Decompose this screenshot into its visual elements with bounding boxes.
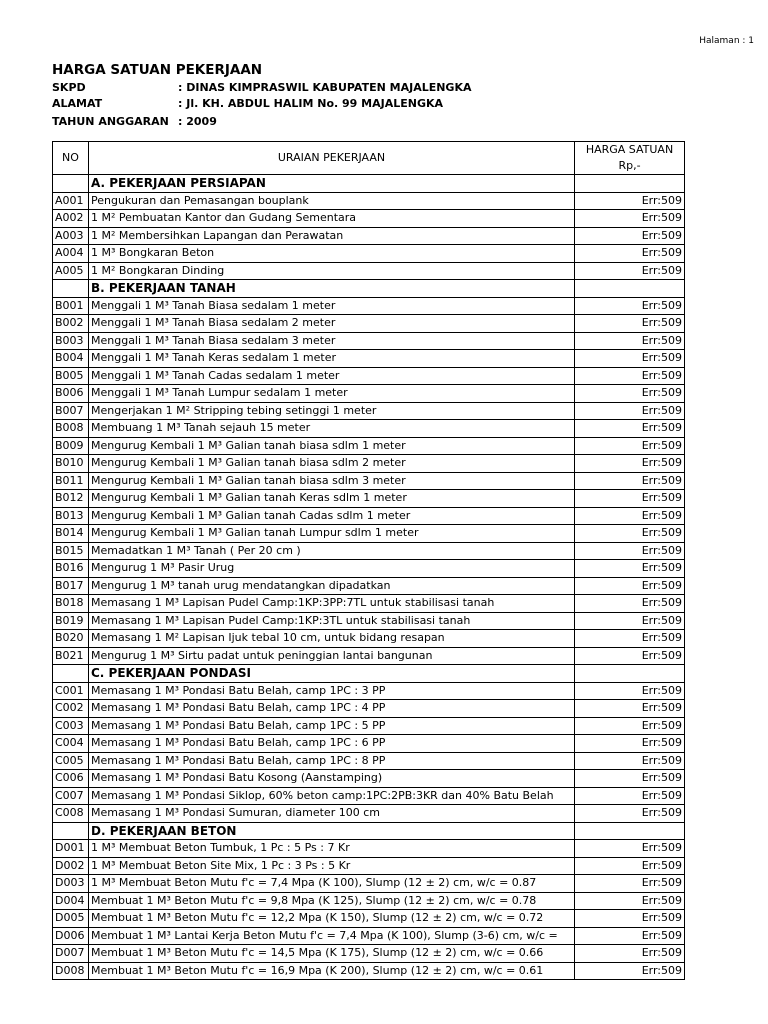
header-price-line2: Rp,-: [618, 159, 641, 172]
table-row: [53, 490, 685, 508]
item-code: A003: [53, 227, 89, 245]
item-code: B017: [53, 577, 89, 595]
section-title: B. PEKERJAAN TANAH: [89, 280, 575, 298]
meta-label: SKPD: [52, 81, 86, 94]
item-description: Mengurug Kembali 1 M³ Galian tanah Keras sdlm 1 meter: [89, 490, 575, 508]
item-code: A001: [53, 192, 89, 210]
table-row: [53, 507, 685, 525]
item-description: Mengurug Kembali 1 M³ Galian tanah biasa sdlm 2 meter: [89, 455, 575, 473]
item-description: Memasang 1 M³ Lapisan Pudel Camp:1KP:3PP:7TL untuk stabilisasi tanah: [89, 595, 575, 613]
table-row: [53, 350, 685, 368]
item-code: A004: [53, 245, 89, 263]
meta-label: ALAMAT: [52, 97, 103, 110]
item-code: D006: [53, 927, 89, 945]
item-price: Err:509: [575, 420, 685, 438]
meta-alamat: [52, 97, 443, 110]
table-row: [53, 245, 685, 263]
item-code: B011: [53, 472, 89, 490]
section-title: A. PEKERJAAN PERSIAPAN: [89, 175, 575, 193]
table-row: [53, 945, 685, 963]
item-description: 1 M² Pembuatan Kantor dan Gudang Sementara: [89, 210, 575, 228]
item-code: D008: [53, 962, 89, 980]
table-header-row: [53, 142, 685, 175]
section-price-cell: [575, 822, 685, 840]
item-description: Membuat 1 M³ Lantai Kerja Beton Mutu f'c = 7,4 Mpa (K 100), Slump (3-6) cm, w/c =: [89, 927, 575, 945]
item-description: Membuat 1 M³ Beton Mutu f'c = 16,9 Mpa (K 200), Slump (12 ± 2) cm, w/c = 0.61: [89, 962, 575, 980]
item-price: Err:509: [575, 787, 685, 805]
item-price: Err:509: [575, 962, 685, 980]
table-row: [53, 630, 685, 648]
table-row: [53, 577, 685, 595]
item-price: Err:509: [575, 717, 685, 735]
item-description: Mengurug Kembali 1 M³ Galian tanah Cadas sdlm 1 meter: [89, 507, 575, 525]
table-row: [53, 332, 685, 350]
table-row: [53, 210, 685, 228]
item-code: B004: [53, 350, 89, 368]
item-price: Err:509: [575, 805, 685, 823]
table-row: [53, 910, 685, 928]
item-description: Menggali 1 M³ Tanah Lumpur sedalam 1 meter: [89, 385, 575, 403]
item-code: B015: [53, 542, 89, 560]
item-price: Err:509: [575, 700, 685, 718]
item-code: B006: [53, 385, 89, 403]
meta-tahun-anggaran: [52, 115, 217, 128]
table-row: [53, 315, 685, 333]
item-description: Memasang 1 M³ Pondasi Sumuran, diameter 100 cm: [89, 805, 575, 823]
item-price: Err:509: [575, 542, 685, 560]
section-row: [53, 175, 685, 193]
table-row: [53, 717, 685, 735]
table-row: [53, 875, 685, 893]
item-price: Err:509: [575, 315, 685, 333]
meta-label: TAHUN ANGGARAN: [52, 115, 169, 128]
item-price: Err:509: [575, 857, 685, 875]
item-code: B014: [53, 525, 89, 543]
item-price: Err:509: [575, 437, 685, 455]
item-code: C002: [53, 700, 89, 718]
table-row: [53, 262, 685, 280]
item-description: Memasang 1 M³ Pondasi Batu Belah, camp 1PC : 4 PP: [89, 700, 575, 718]
item-description: 1 M² Membersihkan Lapangan dan Perawatan: [89, 227, 575, 245]
item-price: Err:509: [575, 630, 685, 648]
table-row: [53, 735, 685, 753]
table-row: [53, 700, 685, 718]
item-description: Memasang 1 M² Lapisan Ijuk tebal 10 cm, untuk bidang resapan: [89, 630, 575, 648]
table-row: [53, 227, 685, 245]
item-price: Err:509: [575, 927, 685, 945]
section-no-cell: [53, 175, 89, 193]
item-price: Err:509: [575, 332, 685, 350]
item-price: Err:509: [575, 875, 685, 893]
header-no: NO: [53, 142, 89, 175]
item-price: Err:509: [575, 560, 685, 578]
section-no-cell: [53, 280, 89, 298]
table-row: [53, 612, 685, 630]
meta-value: : Jl. KH. ABDUL HALIM No. 99 MAJALENGKA: [178, 97, 444, 110]
table-row: [53, 367, 685, 385]
item-description: Pengukuran dan Pemasangan bouplank: [89, 192, 575, 210]
item-code: C006: [53, 770, 89, 788]
item-price: Err:509: [575, 402, 685, 420]
section-no-cell: [53, 822, 89, 840]
item-code: C001: [53, 682, 89, 700]
meta-value: : DINAS KIMPRASWIL KABUPATEN MAJALENGKA: [178, 81, 472, 94]
item-code: B001: [53, 297, 89, 315]
item-description: Mengurug 1 M³ Sirtu padat untuk peninggian lantai bangunan: [89, 647, 575, 665]
item-price: Err:509: [575, 385, 685, 403]
item-description: Memadatkan 1 M³ Tanah ( Per 20 cm ): [89, 542, 575, 560]
item-code: D007: [53, 945, 89, 963]
table-row: [53, 297, 685, 315]
item-price: Err:509: [575, 892, 685, 910]
item-price: Err:509: [575, 647, 685, 665]
table-row: [53, 560, 685, 578]
item-code: D001: [53, 840, 89, 858]
table-row: [53, 857, 685, 875]
table-row: [53, 805, 685, 823]
item-description: Menggali 1 M³ Tanah Cadas sedalam 1 meter: [89, 367, 575, 385]
item-price: Err:509: [575, 910, 685, 928]
item-code: D005: [53, 910, 89, 928]
item-description: 1 M² Bongkaran Dinding: [89, 262, 575, 280]
item-code: C005: [53, 752, 89, 770]
item-description: Menggali 1 M³ Tanah Keras sedalam 1 meter: [89, 350, 575, 368]
item-price: Err:509: [575, 245, 685, 263]
item-price: Err:509: [575, 840, 685, 858]
table-row: [53, 840, 685, 858]
item-price: Err:509: [575, 770, 685, 788]
item-price: Err:509: [575, 490, 685, 508]
item-price: Err:509: [575, 227, 685, 245]
item-code: C008: [53, 805, 89, 823]
item-description: 1 M³ Membuat Beton Site Mix, 1 Pc : 3 Ps : 5 Kr: [89, 857, 575, 875]
item-price: Err:509: [575, 577, 685, 595]
page-number: Halaman : 1: [699, 36, 754, 46]
item-description: Memasang 1 M³ Pondasi Batu Belah, camp 1PC : 8 PP: [89, 752, 575, 770]
item-description: Membuat 1 M³ Beton Mutu f'c = 9,8 Mpa (K 125), Slump (12 ± 2) cm, w/c = 0.78: [89, 892, 575, 910]
item-code: B003: [53, 332, 89, 350]
item-code: B009: [53, 437, 89, 455]
table-row: [53, 402, 685, 420]
table-row: [53, 525, 685, 543]
item-code: B020: [53, 630, 89, 648]
item-code: B019: [53, 612, 89, 630]
table-row: [53, 892, 685, 910]
item-description: Menggali 1 M³ Tanah Biasa sedalam 3 meter: [89, 332, 575, 350]
section-price-cell: [575, 175, 685, 193]
item-code: A005: [53, 262, 89, 280]
item-price: Err:509: [575, 595, 685, 613]
item-code: B010: [53, 455, 89, 473]
item-code: B018: [53, 595, 89, 613]
item-code: C003: [53, 717, 89, 735]
item-price: Err:509: [575, 210, 685, 228]
price-table: [52, 141, 685, 980]
item-description: Memasang 1 M³ Pondasi Siklop, 60% beton camp:1PC:2PB:3KR dan 40% Batu Belah: [89, 787, 575, 805]
item-price: Err:509: [575, 297, 685, 315]
meta-skpd: [52, 81, 472, 94]
item-description: Memasang 1 M³ Pondasi Batu Belah, camp 1PC : 5 PP: [89, 717, 575, 735]
item-code: D004: [53, 892, 89, 910]
item-price: Err:509: [575, 192, 685, 210]
item-price: Err:509: [575, 525, 685, 543]
table-row: [53, 542, 685, 560]
item-price: Err:509: [575, 612, 685, 630]
item-code: B012: [53, 490, 89, 508]
section-price-cell: [575, 665, 685, 683]
table-row: [53, 927, 685, 945]
item-price: Err:509: [575, 752, 685, 770]
section-row: [53, 665, 685, 683]
item-code: D002: [53, 857, 89, 875]
item-price: Err:509: [575, 507, 685, 525]
item-code: B007: [53, 402, 89, 420]
section-price-cell: [575, 280, 685, 298]
table-row: [53, 595, 685, 613]
section-no-cell: [53, 665, 89, 683]
item-description: Memasang 1 M³ Pondasi Batu Belah, camp 1PC : 3 PP: [89, 682, 575, 700]
item-code: B005: [53, 367, 89, 385]
table-row: [53, 962, 685, 980]
table-row: [53, 770, 685, 788]
item-code: B002: [53, 315, 89, 333]
section-title: C. PEKERJAAN PONDASI: [89, 665, 575, 683]
table-row: [53, 455, 685, 473]
section-title: D. PEKERJAAN BETON: [89, 822, 575, 840]
item-code: C004: [53, 735, 89, 753]
table-row: [53, 192, 685, 210]
item-description: Membuang 1 M³ Tanah sejauh 15 meter: [89, 420, 575, 438]
item-code: A002: [53, 210, 89, 228]
document-title: HARGA SATUAN PEKERJAAN: [52, 62, 263, 78]
table-row: [53, 420, 685, 438]
table-row: [53, 752, 685, 770]
table-body: [53, 175, 685, 980]
item-description: Membuat 1 M³ Beton Mutu f'c = 12,2 Mpa (K 150), Slump (12 ± 2) cm, w/c = 0.72: [89, 910, 575, 928]
meta-value: : 2009: [178, 115, 217, 128]
item-price: Err:509: [575, 350, 685, 368]
item-description: Mengurug Kembali 1 M³ Galian tanah biasa sdlm 1 meter: [89, 437, 575, 455]
item-description: 1 M³ Membuat Beton Tumbuk, 1 Pc : 5 Ps : 7 Kr: [89, 840, 575, 858]
table-row: [53, 647, 685, 665]
item-description: Menggali 1 M³ Tanah Biasa sedalam 2 meter: [89, 315, 575, 333]
item-price: Err:509: [575, 945, 685, 963]
item-code: B016: [53, 560, 89, 578]
header-description: URAIAN PEKERJAAN: [89, 142, 575, 175]
item-price: Err:509: [575, 367, 685, 385]
item-price: Err:509: [575, 472, 685, 490]
item-code: C007: [53, 787, 89, 805]
table-row: [53, 472, 685, 490]
item-price: Err:509: [575, 735, 685, 753]
item-description: Menggali 1 M³ Tanah Biasa sedalam 1 meter: [89, 297, 575, 315]
item-description: 1 M³ Membuat Beton Mutu f'c = 7,4 Mpa (K 100), Slump (12 ± 2) cm, w/c = 0.87: [89, 875, 575, 893]
item-code: B008: [53, 420, 89, 438]
item-code: B021: [53, 647, 89, 665]
header-price-line1: HARGA SATUAN: [585, 143, 674, 156]
section-row: [53, 280, 685, 298]
section-row: [53, 822, 685, 840]
item-description: Mengerjakan 1 M² Stripping tebing setinggi 1 meter: [89, 402, 575, 420]
header-price: [575, 142, 685, 175]
item-description: Memasang 1 M³ Lapisan Pudel Camp:1KP:3TL untuk stabilisasi tanah: [89, 612, 575, 630]
item-description: Mengurug Kembali 1 M³ Galian tanah Lumpur sdlm 1 meter: [89, 525, 575, 543]
table-row: [53, 385, 685, 403]
table-row: [53, 787, 685, 805]
item-description: Memasang 1 M³ Pondasi Batu Kosong (Aanstamping): [89, 770, 575, 788]
item-code: D003: [53, 875, 89, 893]
item-price: Err:509: [575, 682, 685, 700]
item-code: B013: [53, 507, 89, 525]
item-description: Mengurug Kembali 1 M³ Galian tanah biasa sdlm 3 meter: [89, 472, 575, 490]
item-description: Mengurug 1 M³ Pasir Urug: [89, 560, 575, 578]
item-description: 1 M³ Bongkaran Beton: [89, 245, 575, 263]
item-description: Mengurug 1 M³ tanah urug mendatangkan dipadatkan: [89, 577, 575, 595]
table-row: [53, 682, 685, 700]
table-row: [53, 437, 685, 455]
item-description: Memasang 1 M³ Pondasi Batu Belah, camp 1PC : 6 PP: [89, 735, 575, 753]
item-price: Err:509: [575, 262, 685, 280]
item-description: Membuat 1 M³ Beton Mutu f'c = 14,5 Mpa (K 175), Slump (12 ± 2) cm, w/c = 0.66: [89, 945, 575, 963]
item-price: Err:509: [575, 455, 685, 473]
